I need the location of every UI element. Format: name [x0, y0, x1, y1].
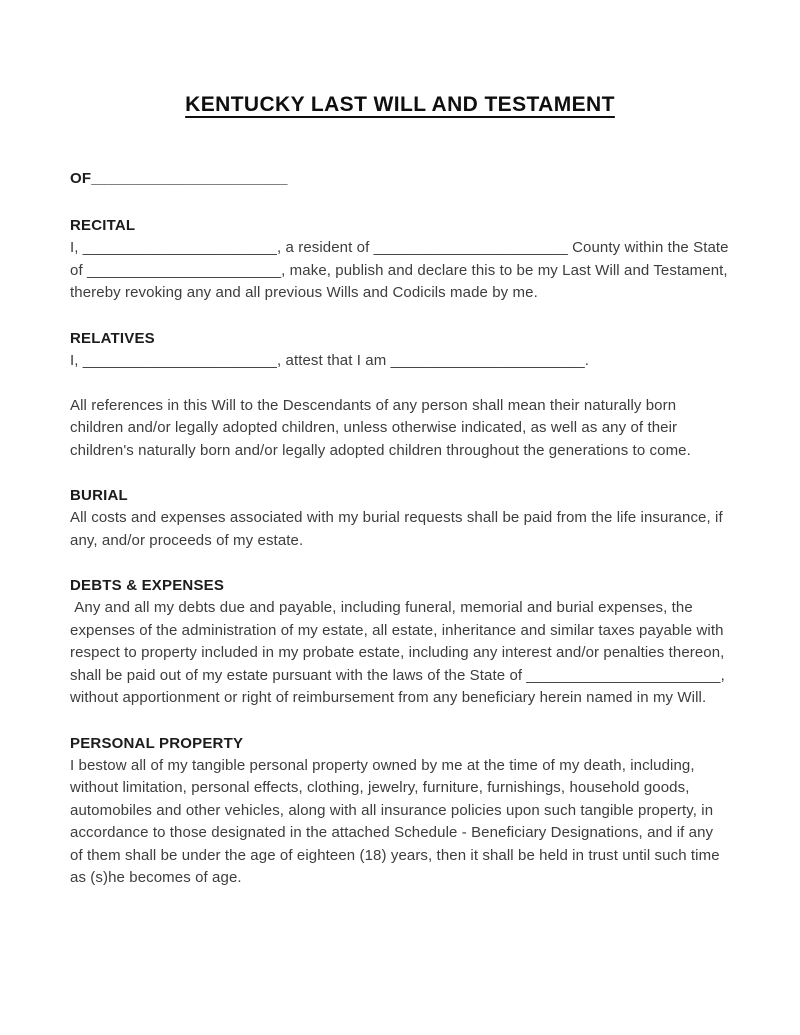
document-title: KENTUCKY LAST WILL AND TESTAMENT: [185, 93, 615, 116]
debts-expenses-paragraph: Any and all my debts due and payable, including funeral, memorial and burial expenses, the expenses of the administration of my estate, all estate, inheritance and similar taxes payable with respect to property included in my probate estate, including any interest and/or penalties thereon, shall be paid out of my estate pursuant with the laws of the State of _______________________, without apportionment or right of reimbursement from any beneficiary herein named in my Will.: [70, 599, 725, 706]
section-debts-expenses: [70, 574, 730, 710]
burial-paragraph: All costs and expenses associated with my burial requests shall be paid from the life insurance, if any, and/or proceeds of my estate.: [70, 509, 723, 549]
debts-expenses-heading: DEBTS & EXPENSES: [70, 577, 225, 594]
recital-heading: RECITAL: [70, 217, 136, 234]
section-personal-property: [70, 732, 730, 890]
personal-property-paragraph: I bestow all of my tangible personal property owned by me at the time of my death, including, without limitation, personal effects, clothing, jewelry, furniture, furnishings, household goods, automobiles and other vehicles, along with all insurance policies upon such tangible property, in accordance to those designated in the attached Schedule - Beneficiary Designations, and if any of them shall be under the age of eighteen (18) years, then it shall be held in trust until such time as (s)he becomes of age.: [70, 756, 720, 886]
section-burial: [70, 484, 730, 552]
relatives-descendants-paragraph: All references in this Will to the Descendants of any person shall mean their naturally born children and/or legally adopted children, unless otherwise indicated, as well as any of their children's naturally born and/or legally adopted children throughout the generations to come.: [70, 396, 691, 459]
of-line: OF_______________________: [70, 170, 288, 187]
section-relatives: [70, 327, 730, 463]
recital-paragraph: I, _______________________, a resident of _______________________ County within the State of _______________________, make, publish and declare this to be my Last Will and Testament, thereby revoking any and all previous Wills and Codicils made by me.: [70, 239, 729, 301]
personal-property-heading: PERSONAL PROPERTY: [70, 734, 244, 752]
relatives-heading: RELATIVES: [70, 329, 155, 347]
burial-heading: BURIAL: [70, 487, 128, 504]
section-recital: [70, 214, 730, 305]
relatives-attest-paragraph: I, _______________________, attest that I am _______________________.: [70, 351, 590, 369]
